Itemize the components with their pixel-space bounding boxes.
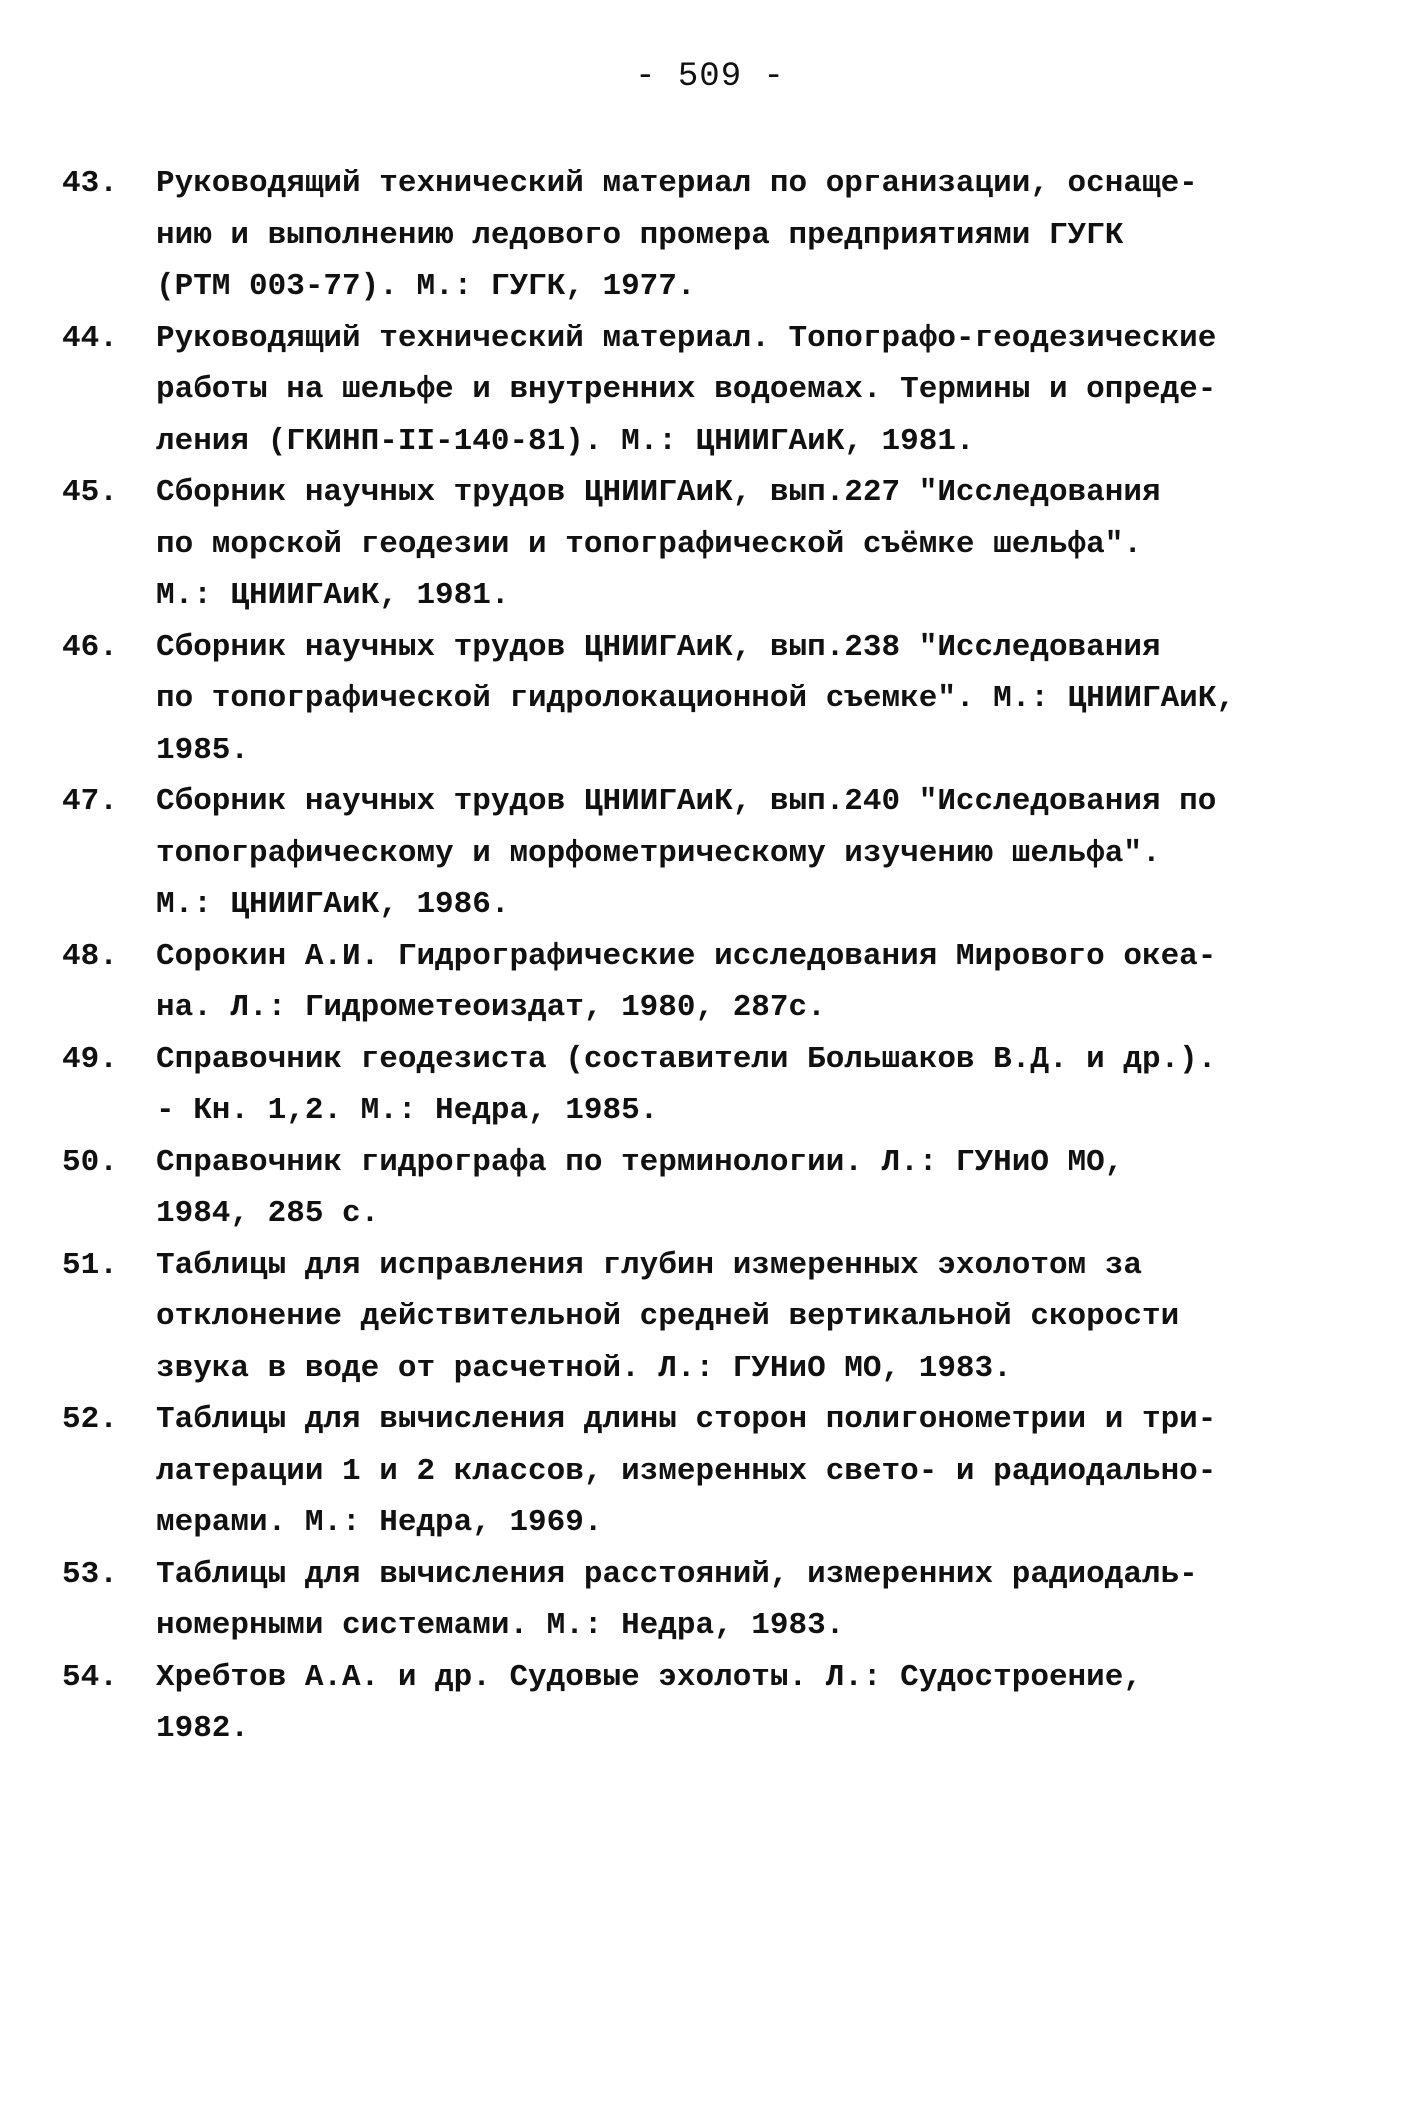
- reference-item: [62, 622, 1382, 777]
- reference-text: [156, 158, 1382, 313]
- reference-number: 48.: [62, 938, 118, 974]
- reference-line: работы на шельфе и внутренних водоемах. Термины и опреде-: [156, 372, 1217, 407]
- reference-line: топографическому и морфометрическому изучению шельфа".: [156, 835, 1161, 871]
- reference-text: [156, 1240, 1382, 1395]
- reference-line: Таблицы для вычисления длины сторон полигонометрии и три-: [156, 1402, 1217, 1437]
- reference-line: Таблицы для вычисления расстояний, измеренних радиодаль-: [156, 1556, 1198, 1592]
- reference-line: 1984, 285 с.: [156, 1196, 380, 1231]
- reference-line: Справочник геодезиста (составители Большаков В.Д. и др.).: [156, 1041, 1217, 1077]
- reference-number: 45.: [62, 475, 118, 510]
- reference-text: [156, 622, 1382, 777]
- reference-line: латерации 1 и 2 классов, измеренных свето- и радиодально-: [156, 1453, 1217, 1489]
- reference-number: 52.: [62, 1402, 118, 1437]
- reference-number: 44.: [62, 320, 118, 356]
- reference-line: по топографической гидролокационной съемке". М.: ЦНИИГАиК,: [156, 681, 1235, 716]
- reference-line: Руководящий технический материал по организации, оснаще-: [156, 166, 1198, 201]
- reference-line: М.: ЦНИИГАиК, 1986.: [156, 887, 510, 922]
- reference-text: [156, 313, 1382, 468]
- reference-item: [62, 1240, 1382, 1395]
- reference-line: М.: ЦНИИГАиК, 1981.: [156, 578, 510, 613]
- reference-item: [62, 158, 1382, 313]
- reference-item: [62, 931, 1382, 1034]
- reference-number: 51.: [62, 1247, 118, 1283]
- reference-text: [156, 1549, 1382, 1652]
- reference-line: на. Л.: Гидрометеоиздат, 1980, 287с.: [156, 990, 826, 1025]
- reference-line: Справочник гидрографа по терминологии. Л.: ГУНиО МО,: [156, 1144, 1124, 1180]
- reference-number: 47.: [62, 784, 118, 819]
- reference-line: отклонение действительной средней вертикальной скорости: [156, 1299, 1180, 1334]
- reference-line: Руководящий технический материал. Топографо-геодезические: [156, 320, 1217, 356]
- reference-line: Сборник научных трудов ЦНИИГАиК, вып.238 "Исследования: [156, 629, 1161, 665]
- reference-line: Таблицы для исправления глубин измеренных эхолотом за: [156, 1247, 1142, 1283]
- reference-item: [62, 1137, 1382, 1240]
- page-number: - 509 -: [635, 58, 785, 96]
- reference-line: ления (ГКИНП-II-140-81). М.: ЦНИИГАиК, 1981.: [156, 423, 975, 459]
- reference-list: [62, 158, 1382, 1755]
- reference-item: [62, 1549, 1382, 1652]
- reference-text: [156, 1652, 1382, 1755]
- reference-line: (РТМ 003-77). М.: ГУГК, 1977.: [156, 269, 696, 304]
- reference-text: [156, 1394, 1382, 1549]
- reference-item: [62, 313, 1382, 468]
- reference-item: [62, 1394, 1382, 1549]
- reference-item: [62, 1652, 1382, 1755]
- reference-number: 54.: [62, 1659, 118, 1695]
- reference-number: 50.: [62, 1144, 118, 1180]
- reference-line: Сборник научных трудов ЦНИИГАиК, вып.227 "Исследования: [156, 475, 1161, 510]
- reference-line: номерными системами. М.: Недра, 1983.: [156, 1608, 845, 1643]
- reference-line: Хребтов А.А. и др. Судовые эхолоты. Л.: Судостроение,: [156, 1659, 1142, 1695]
- reference-text: [156, 776, 1382, 931]
- reference-line: 1985.: [156, 732, 250, 768]
- reference-line: нию и выполнению ледового промера предприятиями ГУГК: [156, 217, 1124, 253]
- reference-text: [156, 1034, 1382, 1137]
- reference-text: [156, 931, 1382, 1034]
- reference-number: 49.: [62, 1041, 118, 1077]
- reference-line: по морской геодезии и топографической съёмке шельфа".: [156, 526, 1142, 562]
- reference-text: [156, 1137, 1382, 1240]
- reference-line: Сборник научных трудов ЦНИИГАиК, вып.240 "Исследования по: [156, 784, 1217, 819]
- reference-line: - Кн. 1,2. М.: Недра, 1985.: [156, 1093, 659, 1128]
- reference-number: 53.: [62, 1556, 118, 1592]
- reference-number: 46.: [62, 629, 118, 665]
- reference-number: 43.: [62, 166, 118, 201]
- reference-text: [156, 467, 1382, 622]
- reference-line: 1982.: [156, 1711, 250, 1746]
- reference-line: мерами. М.: Недра, 1969.: [156, 1505, 603, 1540]
- reference-line: Сорокин А.И. Гидрографические исследования Мирового океа-: [156, 938, 1217, 974]
- reference-item: [62, 776, 1382, 931]
- reference-line: звука в воде от расчетной. Л.: ГУНиО МО, 1983.: [156, 1350, 1012, 1386]
- reference-item: [62, 467, 1382, 622]
- reference-item: [62, 1034, 1382, 1137]
